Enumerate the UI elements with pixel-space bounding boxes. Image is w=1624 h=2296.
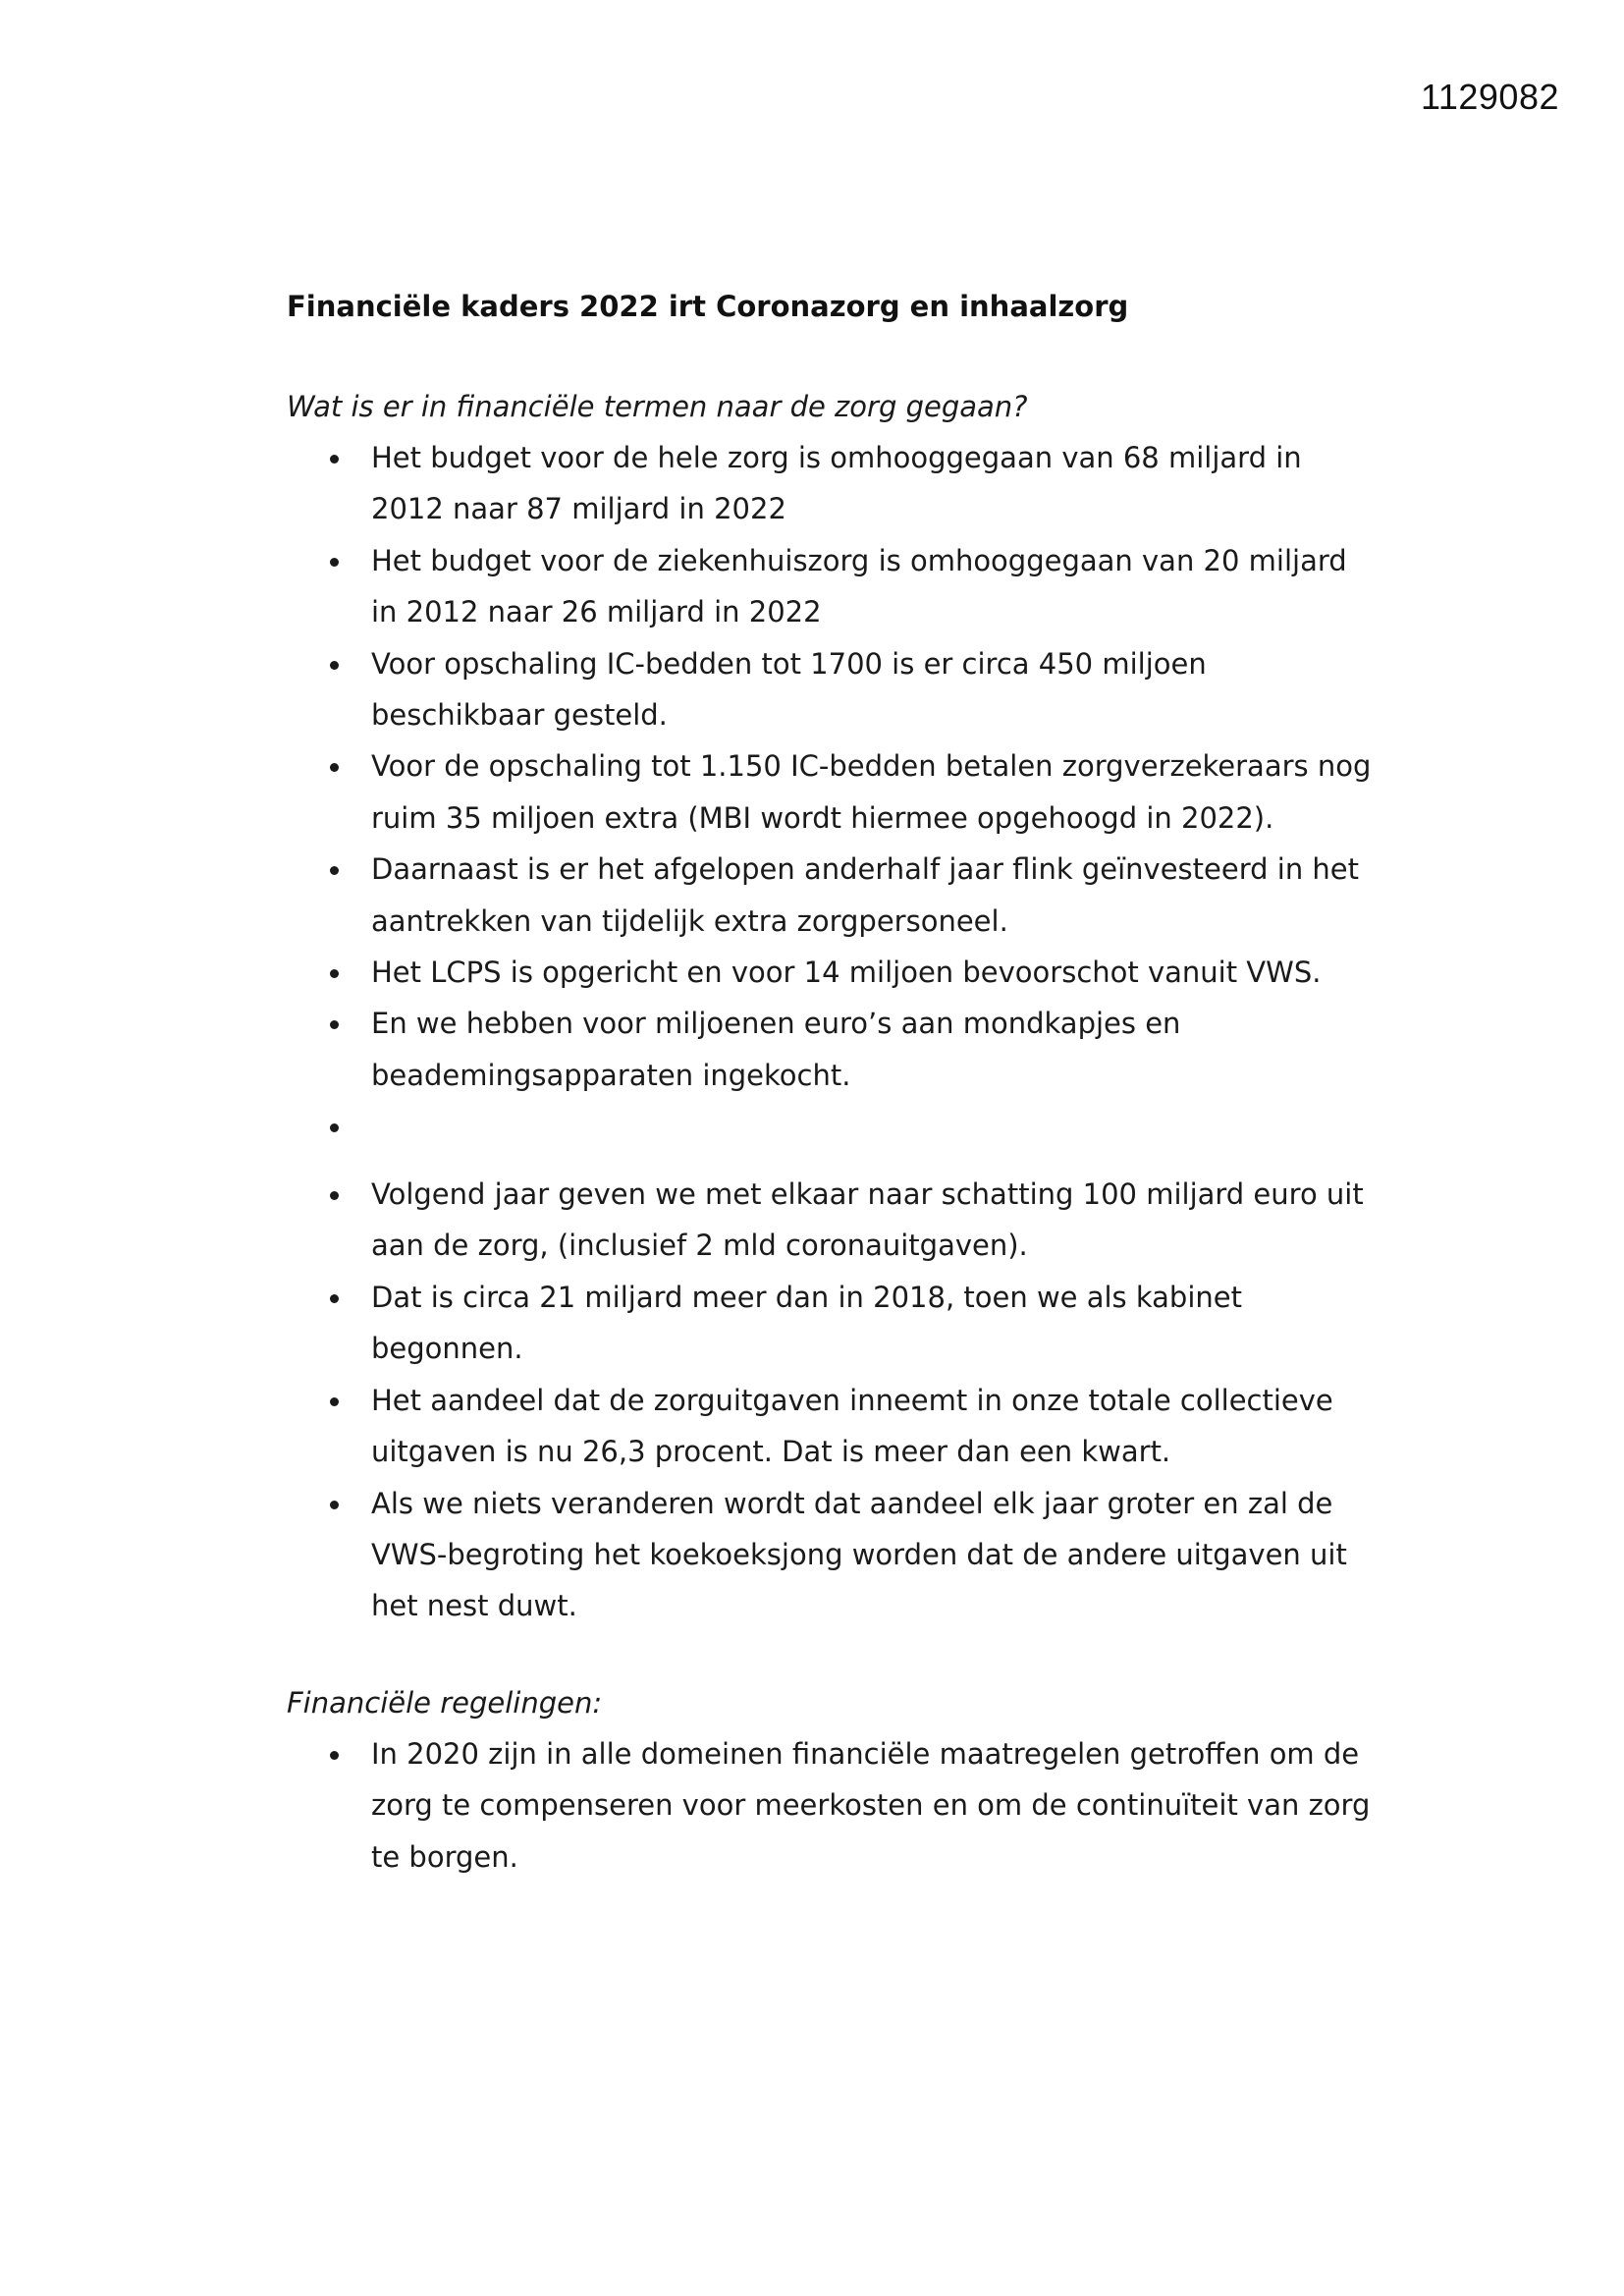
list-item-text: Het aandeel dat de zorguitgaven inneemt in onze totale collectieve uitgaven is nu 26,3 procent. Dat is meer dan een kwart.: [371, 1383, 1333, 1469]
list-item-text: Voor de opschaling tot 1.150 IC-bedden betalen zorgverzekeraars nog ruim 35 miljoen extra (MBI wordt hiermee opgehoogd in 2022).: [371, 749, 1372, 835]
document-title: Financiële kaders 2022 irt Coronazorg en inhaalzorg: [287, 290, 1129, 323]
list-item: [287, 535, 1377, 638]
bullet-icon: [330, 455, 339, 464]
list-item-text: Het LCPS is opgericht en voor 14 miljoen bevoorschot vanuit VWS.: [371, 956, 1322, 990]
list-item-text: Daarnaast is er het afgelopen anderhalf jaar flink geïnvesteerd in het aantrekken van tijdelijk extra zorgpersoneel.: [371, 852, 1360, 938]
bullet-icon: [330, 661, 339, 670]
bullet-icon: [330, 1123, 339, 1132]
list-item: [287, 1169, 1377, 1272]
list-item-text: Voor opschaling IC-bedden tot 1700 is er circa 450 miljoen beschikbaar gesteld.: [371, 646, 1207, 733]
bullet-icon: [330, 763, 339, 772]
list-item-text: In 2020 zijn in alle domeinen financiële maatregelen getroffen om de zorg te compenseren voor meerkosten en om de continuïteit van zorg te borgen.: [371, 1736, 1371, 1874]
list-item: [287, 1375, 1377, 1478]
list-item: [287, 998, 1377, 1101]
bullet-icon: [330, 1751, 339, 1760]
bullet-icon: [330, 1020, 339, 1029]
document-number: 1129082: [1421, 77, 1559, 117]
list-item: [287, 740, 1377, 844]
list-item-text: En we hebben voor miljoenen euro’s aan mondkapjes en beademingsapparaten ingekocht.: [371, 1007, 1181, 1092]
list-item: [287, 638, 1377, 741]
section-heading-financial-terms: Wat is er in financiële termen naar de zorg gegaan?: [287, 390, 1028, 423]
list-item-text: Als we niets veranderen wordt dat aandeel elk jaar groter en zal de VWS-begroting het koekoeksjong worden dat de andere uitgaven uit het nest duwt.: [371, 1486, 1347, 1623]
bullet-icon: [330, 1397, 339, 1406]
bullet-icon: [330, 866, 339, 875]
list-item-empty: [287, 1101, 1377, 1169]
bullet-icon: [330, 1501, 339, 1509]
section-heading-financial-regulations: Financiële regelingen:: [287, 1685, 603, 1720]
list-item-text: Het budget voor de ziekenhuiszorg is omhooggegaan van 20 miljard in 2012 naar 26 miljard in 2022: [371, 543, 1347, 629]
list-item: [287, 1728, 1377, 1883]
list-item-text: Het budget voor de hele zorg is omhooggegaan van 68 miljard in 2012 naar 87 miljard in 2022: [371, 441, 1302, 526]
document-body: [287, 283, 1377, 1883]
bullet-icon: [330, 1294, 339, 1303]
list-item: [287, 947, 1377, 998]
bullet-icon: [330, 1191, 339, 1200]
bullet-icon: [330, 969, 339, 978]
bullet-list-financial-terms: [287, 432, 1377, 1632]
list-item: [287, 844, 1377, 947]
bullet-icon: [330, 558, 339, 567]
bullet-list-financial-regulations: [287, 1728, 1377, 1883]
list-item-text: Volgend jaar geven we met elkaar naar schatting 100 miljard euro uit aan de zorg, (inclusief 2 mld coronauitgaven).: [371, 1177, 1364, 1263]
list-item: [287, 432, 1377, 535]
list-item-text: Dat is circa 21 miljard meer dan in 2018, toen we als kabinet begonnen.: [371, 1280, 1242, 1366]
list-item: [287, 1272, 1377, 1375]
list-item: [287, 1478, 1377, 1632]
